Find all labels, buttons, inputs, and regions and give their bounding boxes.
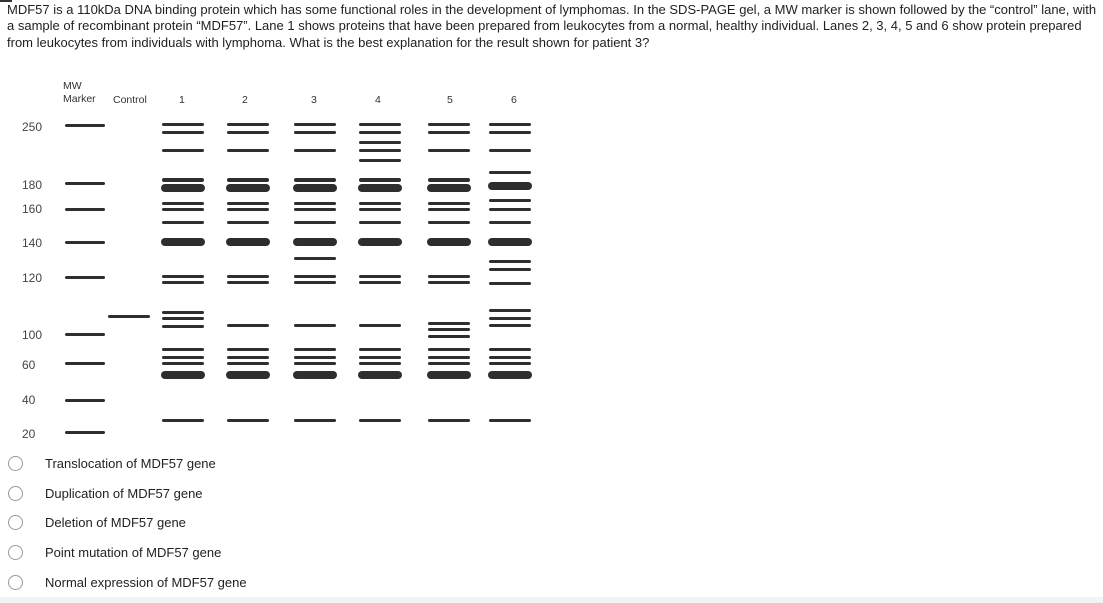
gel-band-l2: [227, 131, 269, 134]
gel-band-l2: [227, 419, 269, 422]
mw-label-100: 100: [22, 328, 43, 342]
radio-button[interactable]: [8, 486, 23, 501]
gel-band-l5: [428, 281, 470, 284]
gel-band-l6: [489, 309, 531, 312]
gel-band-l4: [359, 208, 401, 211]
gel-band-l1: [162, 208, 204, 211]
mw-label-160: 160: [22, 202, 43, 216]
sds-page-gel: [0, 72, 560, 444]
gel-band-l5: [428, 149, 470, 152]
gel-band-l4: [359, 149, 401, 152]
gel-band-l4: [359, 178, 401, 182]
gel-band-l3: [294, 131, 336, 134]
gel-band-marker: [65, 182, 105, 185]
mw-label-250: 250: [22, 120, 43, 134]
mw-label-140: 140: [22, 236, 43, 250]
gel-band-l2: [227, 362, 269, 365]
gel-band-l5: [428, 419, 470, 422]
gel-band-l6: [488, 238, 532, 246]
gel-band-l4: [359, 131, 401, 134]
gel-band-l1: [162, 356, 204, 359]
gel-band-l5: [428, 202, 470, 205]
gel-band-l1: [161, 371, 205, 379]
gel-band-l5: [428, 335, 470, 338]
gel-band-marker: [65, 241, 105, 244]
gel-band-l4: [358, 184, 402, 192]
gel-band-l6: [489, 123, 531, 126]
header-control: Control: [113, 94, 147, 106]
gel-band-l1: [162, 419, 204, 422]
gel-band-l5: [428, 208, 470, 211]
question-text: MDF57 is a 110kDa DNA binding protein which has some functional roles in the development of lymphomas. In the SDS-PAGE gel, a MW marker is shown followed by the “control” lane, with a sample of recombinant protein “MDF57”. Lane 1 shows proteins that have been prepared from leukocytes from a normal, healthy individual. Lanes 2, 3, 4, 5 and 6 show protein prepared from leukocytes from individuals with lymphoma. What is the best explanation for the result shown for patient 3?: [7, 2, 1097, 50]
mw-label-180: 180: [22, 178, 43, 192]
gel-band-l2: [227, 281, 269, 284]
gel-band-marker: [65, 333, 105, 336]
gel-band-control: [108, 315, 150, 318]
gel-band-l3: [294, 275, 336, 278]
gel-band-l2: [227, 149, 269, 152]
gel-band-marker: [65, 431, 105, 434]
gel-band-l1: [162, 348, 204, 351]
gel-band-l1: [162, 221, 204, 224]
header-lane-4: 4: [375, 94, 381, 106]
gel-band-l5: [428, 131, 470, 134]
gel-band-l1: [162, 311, 204, 314]
gel-band-l3: [294, 362, 336, 365]
gel-band-l4: [359, 202, 401, 205]
gel-band-l2: [227, 324, 269, 327]
choice-label: Translocation of MDF57 gene: [45, 455, 216, 471]
gel-band-l1: [162, 275, 204, 278]
gel-band-l3: [294, 149, 336, 152]
gel-band-l1: [162, 178, 204, 182]
header-lane-1: 1: [179, 94, 185, 106]
gel-band-l6: [488, 182, 532, 190]
gel-band-l2: [227, 356, 269, 359]
gel-band-l1: [162, 202, 204, 205]
gel-band-l6: [489, 348, 531, 351]
gel-band-l4: [359, 324, 401, 327]
gel-band-l6: [489, 362, 531, 365]
gel-band-l3: [294, 356, 336, 359]
gel-band-l6: [489, 324, 531, 327]
gel-band-l5: [428, 221, 470, 224]
gel-band-l3: [294, 419, 336, 422]
header-lane-6: 6: [511, 94, 517, 106]
gel-band-l1: [162, 362, 204, 365]
gel-band-l6: [489, 171, 531, 174]
gel-band-l2: [227, 208, 269, 211]
gel-band-l4: [358, 238, 402, 246]
gel-band-l6: [489, 282, 531, 285]
gel-band-l3: [294, 281, 336, 284]
gel-band-l3: [294, 178, 336, 182]
header-lane-2: 2: [242, 94, 248, 106]
gel-band-l4: [359, 141, 401, 144]
bottom-strip: [0, 597, 1103, 603]
radio-button[interactable]: [8, 575, 23, 590]
gel-band-l5: [428, 123, 470, 126]
gel-band-l5: [427, 238, 471, 246]
gel-band-l3: [293, 371, 337, 379]
gel-band-l6: [489, 419, 531, 422]
gel-band-l4: [359, 281, 401, 284]
choice-normal-expression[interactable]: [8, 571, 247, 593]
mw-label-60: 60: [22, 358, 36, 372]
choice-deletion[interactable]: [8, 511, 186, 533]
gel-band-l3: [293, 238, 337, 246]
choice-point-mutation[interactable]: [8, 541, 221, 563]
gel-band-l4: [359, 348, 401, 351]
gel-band-l1: [162, 149, 204, 152]
gel-band-l3: [294, 221, 336, 224]
choice-translocation[interactable]: [8, 452, 216, 474]
gel-band-l5: [427, 371, 471, 379]
gel-band-l2: [227, 202, 269, 205]
gel-band-l5: [428, 348, 470, 351]
gel-band-l4: [359, 419, 401, 422]
choice-label: Point mutation of MDF57 gene: [45, 544, 222, 560]
gel-band-l2: [227, 178, 269, 182]
gel-band-l2: [227, 221, 269, 224]
gel-band-l5: [427, 184, 471, 192]
mw-label-120: 120: [22, 271, 43, 285]
gel-band-l3: [294, 202, 336, 205]
gel-band-l6: [489, 356, 531, 359]
gel-band-l2: [227, 348, 269, 351]
gel-band-l2: [226, 371, 270, 379]
radio-button[interactable]: [8, 515, 23, 530]
gel-band-marker: [65, 362, 105, 365]
gel-band-l4: [359, 362, 401, 365]
gel-band-l1: [162, 325, 204, 328]
gel-band-l4: [359, 275, 401, 278]
gel-band-l1: [162, 131, 204, 134]
gel-band-marker: [65, 208, 105, 211]
gel-band-l2: [227, 123, 269, 126]
gel-band-l4: [358, 371, 402, 379]
gel-band-l5: [428, 362, 470, 365]
gel-band-l4: [359, 159, 401, 162]
choice-label: Normal expression of MDF57 gene: [45, 574, 247, 590]
choice-label: Deletion of MDF57 gene: [45, 514, 186, 530]
gel-band-marker: [65, 276, 105, 279]
gel-band-l5: [428, 275, 470, 278]
gel-band-l4: [359, 221, 401, 224]
gel-band-l3: [294, 348, 336, 351]
gel-band-l1: [162, 317, 204, 320]
gel-band-l3: [294, 208, 336, 211]
gel-band-l1: [162, 123, 204, 126]
gel-band-marker: [65, 124, 105, 127]
gel-band-l6: [489, 208, 531, 211]
gel-band-l5: [428, 322, 470, 325]
gel-band-l3: [294, 123, 336, 126]
gel-band-l2: [227, 275, 269, 278]
gel-band-l3: [293, 184, 337, 192]
gel-band-l6: [488, 371, 532, 379]
gel-band-l2: [226, 184, 270, 192]
gel-band-l6: [489, 260, 531, 263]
radio-button[interactable]: [8, 545, 23, 560]
choice-label: Duplication of MDF57 gene: [45, 485, 203, 501]
gel-band-l5: [428, 178, 470, 182]
gel-band-l4: [359, 123, 401, 126]
gel-band-marker: [65, 399, 105, 402]
gel-band-l6: [489, 268, 531, 271]
header-mw-marker: MW Marker: [63, 80, 96, 105]
gel-band-l6: [489, 199, 531, 202]
gel-band-l3: [294, 257, 336, 260]
gel-band-l4: [359, 356, 401, 359]
gel-band-l5: [428, 356, 470, 359]
choice-duplication[interactable]: [8, 482, 203, 504]
gel-band-l6: [489, 149, 531, 152]
gel-band-l1: [162, 281, 204, 284]
gel-band-l5: [428, 328, 470, 331]
header-lane-5: 5: [447, 94, 453, 106]
header-lane-3: 3: [311, 94, 317, 106]
gel-band-l2: [226, 238, 270, 246]
gel-band-l6: [489, 317, 531, 320]
gel-band-l3: [294, 324, 336, 327]
radio-button[interactable]: [8, 456, 23, 471]
gel-band-l1: [161, 184, 205, 192]
gel-band-l6: [489, 131, 531, 134]
mw-label-40: 40: [22, 393, 36, 407]
mw-label-20: 20: [22, 427, 36, 441]
gel-band-l1: [161, 238, 205, 246]
gel-band-l6: [489, 221, 531, 224]
